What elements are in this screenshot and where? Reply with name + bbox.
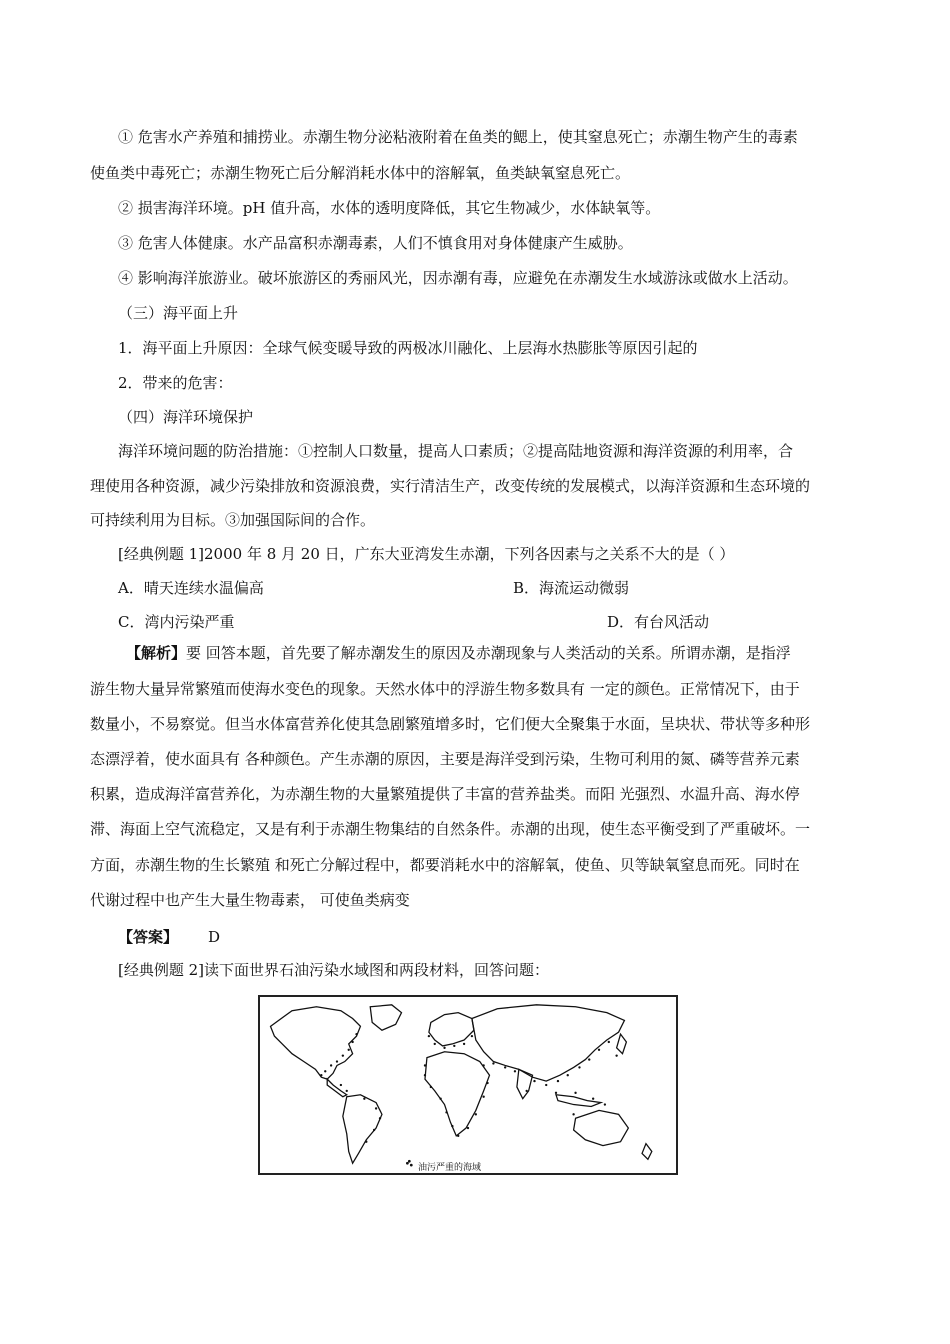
harm-item-1-cont: 使鱼类中毒死亡；赤潮生物死亡后分解消耗水体中的溶解氧，鱼类缺氧窒息死亡。 xyxy=(90,164,631,182)
analysis-line: 要 回答本题，首先要了解赤潮发生的原因及赤潮现象与人类活动的关系。所谓赤潮，是指浮 xyxy=(186,644,791,662)
new-zealand-outline xyxy=(642,1144,652,1160)
analysis-line: 积累，造成海洋富营养化，为赤潮生物的大量繁殖提供了丰富的营养盐类。而阳 光强烈、水温升高、海水停 xyxy=(90,785,800,803)
answer-value: D xyxy=(208,928,221,946)
greenland-outline xyxy=(370,1005,401,1030)
analysis-line: 游生物大量异常繁殖而使海水变色的现象。天然水体中的浮游生物多数具有 一定的颜色。正常情况下，由于 xyxy=(90,680,800,698)
sea-level-item-2: 2．带来的危害： xyxy=(118,374,233,392)
africa-outline xyxy=(425,1052,490,1136)
analysis-block-line-1 xyxy=(126,643,791,663)
world-oil-pollution-map xyxy=(258,995,678,1175)
sea-level-heading: （三）海平面上升 xyxy=(118,304,239,322)
analysis-line: 方面，赤潮生物的生长繁殖 和死亡分解过程中，都要消耗水中的溶解氧，使鱼、贝等缺氧窒息而死。同时在 xyxy=(90,856,800,874)
map-legend-label: 油污严重的海域 xyxy=(418,1163,482,1173)
europe-outline xyxy=(429,1013,474,1046)
harm-item-4: ④ 影响海洋旅游业。破坏旅游区的秀丽风光，因赤潮有毒，应避免在赤潮发生水域游泳或做水上活动。 xyxy=(118,269,798,287)
central-america-outline xyxy=(327,1079,347,1097)
world-map-svg xyxy=(260,997,676,1173)
answer-label: 【答案】 xyxy=(118,928,179,946)
japan-outline xyxy=(617,1034,627,1054)
example1-question: [经典例题 1]2000 年 8 月 20 日，广东大亚湾发生赤潮，下列各因素与之关系不大的是（ ） xyxy=(118,545,735,563)
india-outline xyxy=(517,1069,533,1098)
north-america-outline xyxy=(270,1007,360,1079)
australia-outline xyxy=(574,1110,629,1145)
harm-item-2: ② 损害海洋环境。pH 值升高，水体的透明度降低，其它生物减少，水体缺氧等。 xyxy=(118,199,661,217)
analysis-line: 数量小，不易察觉。但当水体富营养化使其急剧繁殖增多时，它们便大全聚集于水面，呈块状、带状等多种形 xyxy=(90,715,811,733)
example1-option-a: A．晴天连续水温偏高 xyxy=(118,579,264,597)
map-legend xyxy=(406,1160,413,1167)
analysis-line: 滞、海面上空气流稳定，又是有利于赤潮生物集结的自然条件。赤潮的出现，使生态平衡受到了严重破坏。一 xyxy=(90,820,811,838)
example1-option-b: B．海流运动微弱 xyxy=(513,579,630,597)
oil-pollution-dots xyxy=(320,1033,618,1143)
analysis-label: 【解析】 xyxy=(126,644,187,662)
protection-line-3: 可持续利用为目标。③加强国际间的合作。 xyxy=(90,511,376,529)
protection-line-2: 理使用各种资源，减少污染排放和资源浪费，实行清洁生产，改变传统的发展模式，以海洋资源和生态环境的 xyxy=(90,477,811,495)
harm-item-1: ① 危害水产养殖和捕捞业。赤潮生物分泌粘液附着在鱼类的鳃上，使其窒息死亡；赤潮生物产生的毒素 xyxy=(118,128,798,146)
example2-question: [经典例题 2]读下面世界石油污染水域图和两段材料，回答问题： xyxy=(118,961,550,979)
south-america-outline xyxy=(343,1095,382,1163)
example1-option-c: C．湾内污染严重 xyxy=(118,613,235,631)
asia-outline xyxy=(472,1005,625,1081)
protection-heading: （四）海洋环境保护 xyxy=(118,408,254,426)
analysis-line: 代谢过程中也产生大量生物毒素， 可使鱼类病变 xyxy=(90,891,410,909)
harm-item-3: ③ 危害人体健康。水产品富积赤潮毒素，人们不慎食用对身体健康产生威胁。 xyxy=(118,234,633,252)
protection-line-1: 海洋环境问题的防治措施：①控制人口数量，提高人口素质；②提高陆地资源和海洋资源的利用率，合 xyxy=(118,442,794,460)
sea-level-item-1: 1．海平面上升原因：全球气候变暖导致的两极冰川融化、上层海水热膨胀等原因引起的 xyxy=(118,339,698,357)
indonesia-outline xyxy=(556,1095,601,1107)
analysis-line: 态漂浮着，使水面具有 各种颜色。产生赤潮的原因，主要是海洋受到污染，生物可利用的氮、磷等营养元素 xyxy=(90,750,800,768)
example1-option-d: D．有台风活动 xyxy=(607,613,710,631)
answer-row xyxy=(118,927,220,947)
